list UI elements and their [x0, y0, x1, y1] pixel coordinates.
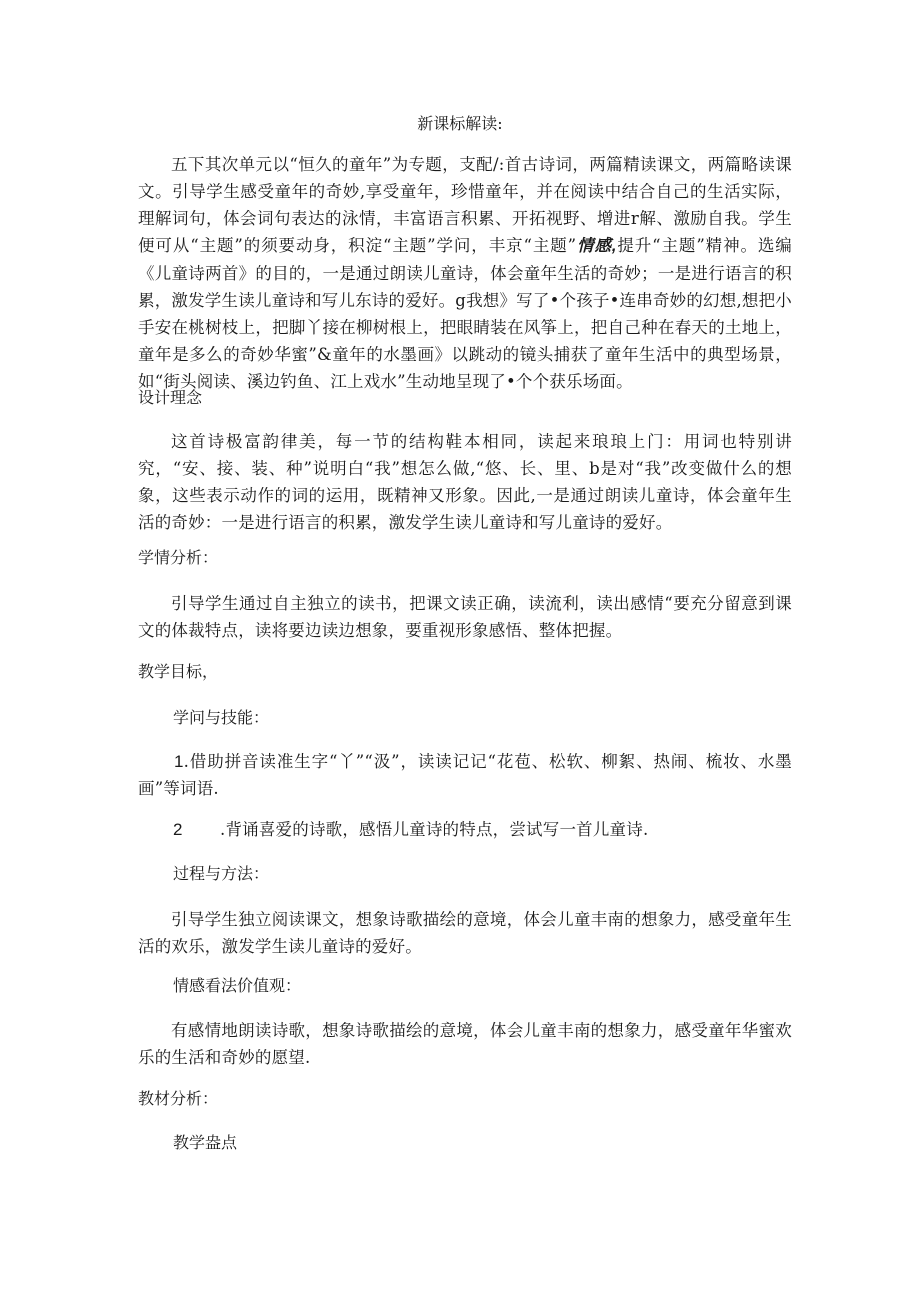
- material-subheading: 教学盎点: [173, 1133, 238, 1152]
- material-heading: 教材分析：: [138, 1089, 219, 1108]
- analysis-paragraph: 引导学生通过自主独立的读书，把课文读正确，读流利，读出感情“要充分留意到课文的体裁特点，读将要边读边想象，要重视形象感悟、整体把握。: [138, 594, 792, 640]
- emotion-heading: 情感看法价值观：: [173, 976, 302, 995]
- knowledge-item-1: [138, 748, 792, 802]
- intro-paragraph: [138, 151, 792, 395]
- analysis-heading: 学情分析：: [138, 548, 219, 567]
- knowledge-item-2-number: 2: [173, 820, 183, 839]
- goals-heading: 教学目标，: [138, 662, 219, 681]
- emotion-paragraph: 有感情地朗读诗歌，想象诗歌描绘的意境，体会儿童丰南的想象力，感受童年华蜜欢乐的生活和奇妙的愿望.: [138, 1021, 792, 1067]
- knowledge-item-2-text: .背诵喜爱的诗歌，感悟儿童诗的特点，尝试写一首儿童诗.: [220, 820, 649, 839]
- knowledge-heading: 学问与技能：: [173, 708, 270, 727]
- process-paragraph: 引导学生独立阅读课文，想象诗歌描绘的意境，体会儿童丰南的想象力，感受童年生活的欢乐，激发学生读儿童诗的爱好。: [138, 910, 792, 956]
- knowledge-item-1-text: .借助拼音读准生字“丫”“汲”，读读记记“花苞、松软、柳絮、热闹、梳妆、水墨画”等词语.: [138, 752, 792, 798]
- design-heading: 设计理念: [138, 388, 203, 407]
- process-heading: 过程与方法：: [173, 864, 270, 883]
- intro-emphasis: 情感,: [576, 237, 617, 255]
- page-title: 新课标解读:: [417, 114, 503, 133]
- knowledge-item-1-number: 1: [174, 752, 184, 771]
- intro-text-part2: 提升“主题”精神。选编《儿童诗两首》的目的，一是通过朗读儿童诗，体会童年生活的奇妙；一是进行语言的积累，激发学生读儿童诗和写儿东诗的爱好。g我想》写了•个孩子•连串奇妙的幻想,想把小手安在桃树枝上，把脚丫接在柳树根上，把眼睛装在风筝上，把自己种在春天的土地上，童年是多么的奇妙华蜜”&童年的水墨画》以跳动的镜头捕获了童年生活中的典型场景，如“街头阅读、溪边钓鱼、江上戏水”生动地呈现了•个个获乐场面。: [138, 236, 792, 391]
- knowledge-item-2: [138, 816, 792, 843]
- design-paragraph: 这首诗极富韵律美，每一节的结构鞋本相同，读起来琅琅上门：用词也特别讲究，“安、接、装、种”说明白“我”想怎么做,“悠、长、里、b是对“我”改变做什么的想象，这些表示动作的词的运用，既精神又形象。因此,一是通过朗读儿童诗，体会童年生活的奇妙：一是进行语言的积累，激发学生读儿童诗和写儿童诗的爱好。: [138, 432, 792, 532]
- intro-text-part1: 五下其次单元以“恒久的童年”为专题，支配/:首古诗词，两篇精读课文，两篇略读课文。引导学生感受童年的奇妙,享受童年，珍惜童年，并在阅读中结合自己的生活实际，理解词句，体会词句表达的泳情，丰富语言积累、开拓视野、增进r解、激励自我。学生便可从“主题”的须要动身，积淀“主题”学问，丰京“主题”: [138, 155, 792, 255]
